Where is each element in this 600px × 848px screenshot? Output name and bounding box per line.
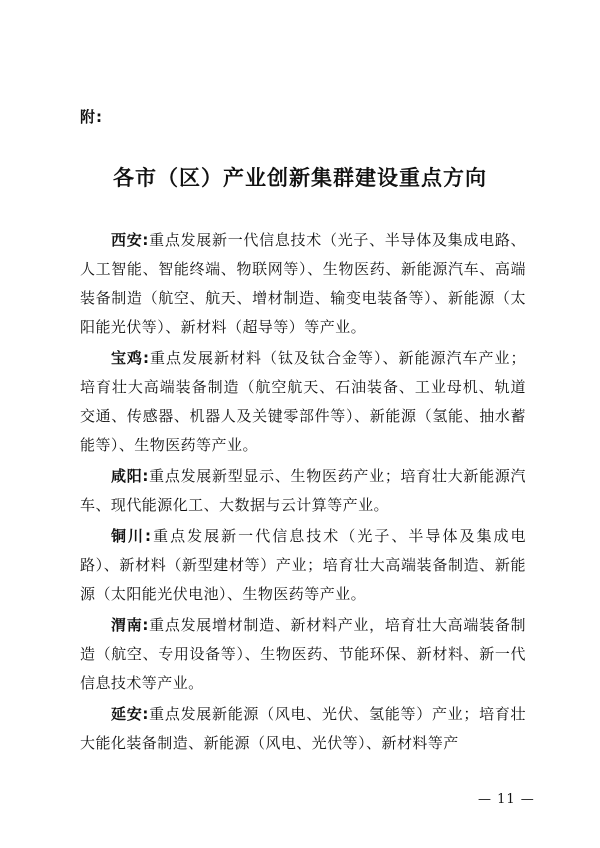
paragraph-text: 重点发展增材制造、新材料产业，培育壮大高端装备制造（航空、专用设备等）、生物医药、节能环保、新材料、新一代信息技术等产业。 <box>80 616 526 692</box>
paragraph-baoji <box>80 344 526 460</box>
paragraph-text: 重点发展新材料（钛及钛合金等）、新能源汽车产业；培育壮大高端装备制造（航空航天、石油装备、工业母机、轨道交通、传感器、机器人及关键零部件等）、新能源（氢能、抽水蓄能等）、生物医药等产业。 <box>80 349 526 454</box>
city-label: 宝鸡: <box>111 349 150 367</box>
paragraph-yanan <box>80 700 526 758</box>
city-label: 渭南: <box>111 616 149 634</box>
city-label: 铜川: <box>111 527 152 545</box>
paragraph-text: 重点发展新一代信息技术（光子、半导体及集成电路、人工智能、智能终端、物联网等）、生物医药、新能源汽车、高端装备制造（航空、航天、增材制造、输变电装备等）、新能源（太阳能光伏等）、新材料（超导等）等产业。 <box>80 231 526 336</box>
paragraph-xian <box>80 226 526 342</box>
paragraph-text: 重点发展新能源（风电、光伏、氢能等）产业；培育壮大能化装备制造、新能源（风电、光伏等）、新材料等产 <box>80 705 526 752</box>
paragraph-xianyang <box>80 462 526 520</box>
document-body <box>80 226 526 760</box>
paragraph-tongchuan <box>80 522 526 609</box>
paragraph-text: 重点发展新一代信息技术（光子、半导体及集成电路）、新材料（新型建材等）产业；培育壮大高端装备制造、新能源（太阳能光伏电池）、生物医药等产业。 <box>80 527 526 603</box>
city-label: 延安: <box>111 705 149 723</box>
document-title: 各市（区）产业创新集群建设重点方向 <box>113 166 487 190</box>
paragraph-text: 重点发展新型显示、生物医药产业；培育壮大新能源汽车、现代能源化工、大数据与云计算等产业。 <box>80 467 526 514</box>
city-label: 咸阳: <box>111 467 149 485</box>
paragraph-weinan <box>80 611 526 698</box>
city-label: 西安: <box>111 231 149 249</box>
page-number: — 11 — <box>478 792 535 807</box>
annex-label: 附: <box>80 108 103 126</box>
